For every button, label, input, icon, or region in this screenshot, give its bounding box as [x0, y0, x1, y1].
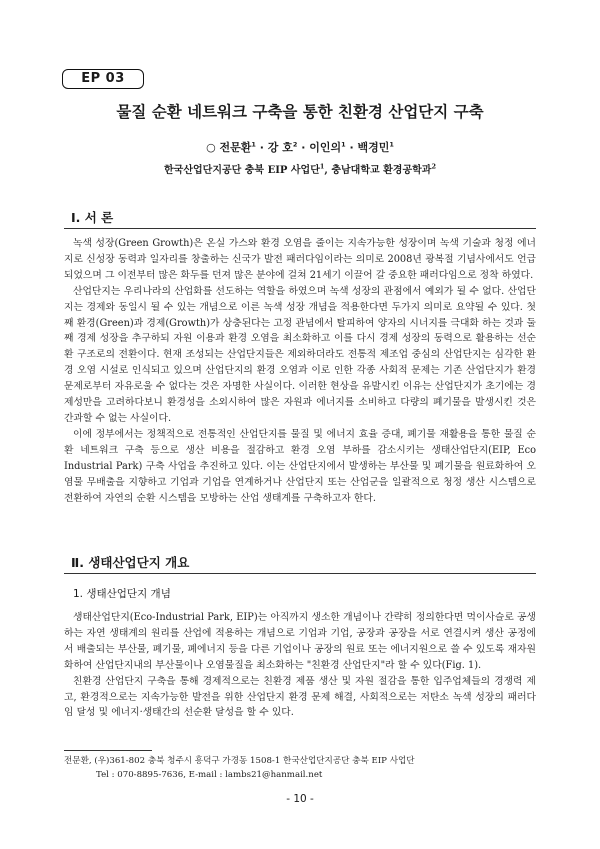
- author-4-sup: 1: [389, 140, 394, 149]
- section-1-heading: Ⅰ. 서 론: [71, 210, 114, 225]
- author-3-sup: 1: [341, 140, 346, 149]
- paragraph: 친환경 산업단지 구축을 통해 경제적으로는 친환경 제품 생산 및 자원 절감을 통한 입주업체들의 경쟁력 제고, 환경적으로는 지속가능한 발전을 위한 산업단지 환경 문제 해결, 사회적으로는 저탄소 녹색 성장의 패러다임 달성 및 에너지·생태간의 선순환 달성을 할 수 있다.: [64, 675, 536, 719]
- subsection-heading: 1. 생태산업단지 개념: [73, 588, 171, 600]
- section-1-body: [64, 236, 536, 506]
- author-separator: ·: [255, 141, 268, 154]
- affiliation-1: 한국산업단지공단 충북 EIP 사업단: [164, 165, 320, 176]
- author-1: 전문환: [219, 141, 252, 154]
- author-separator: ·: [345, 141, 358, 154]
- paragraph: 산업단지는 우리나라의 산업화를 선도하는 역할을 하였으며 녹색 성장의 관점에서 예외가 될 수 없다. 산업단지는 경제와 동일시 될 수 있는 개념으로 이른 녹색 성장 개념을 적용한다면 두가지 의미로 요약될 수 있다. 첫째 환경(Green)과 경제(Growth)가 상충된다는 고정 관념에서 탈피하여 양자의 시너지를 극대화 하는 것과 둘째 경제 성장을 추구하되 자원 이용과 환경 오염을 최소화하고 이를 다시 경제 성장의 동력으로 활용하는 선순환 구조로의 전환이다. 현재 조성되는 산업단지들은 제외하더라도 전통적 제조업 중심의 산업단지는 심각한 환경 오염 시설로 인식되고 있으며 산업단지의 환경 오염과 이로 인한 각종 사회적 문제는 기존 산업단지가 환경 문제로부터 자유로울 수 없다는 것은 자명한 사실이다. 이러한 현상을 유발시킨 이유는 산업단지가 초기에는 경제성만을 고려하다보니 환경성을 소외시하여 많은 자원과 에너지를 소비하고 다량의 폐기물을 발생시킨 것은 간과할 수 없는 사실이다.: [64, 285, 536, 424]
- author-3: 이인의: [309, 141, 342, 154]
- author-2-sup: 2: [292, 140, 298, 149]
- footnote-divider: [64, 750, 152, 751]
- section-1-divider: [64, 228, 536, 229]
- affiliation-2-sup: 2: [431, 162, 436, 171]
- paper-title: 물질 순환 네트워크 구축을 통한 친환경 산업단지 구축: [116, 103, 484, 121]
- section-2-divider: [64, 573, 536, 574]
- paragraph: 생태산업단지(Eco-Industrial Park, EIP)는 아직까지 생소한 개념이나 간략히 정의한다면 먹이사슬로 공생하는 자연 생태계의 원리를 산업에 적용하는 개념으로 기업과 기업, 공장과 공장을 서로 연결시켜 생산 공정에서 배출되는 부산물, 폐기물, 폐에너지 등을 다른 기업이나 공장의 원료 또는 에너지원으로 쓸 수 있도록 재자원화하여 산업단지내의 부산물이나 오염물질을 최소화하는 "친환경 산업단지"라 할 수 있다(Fig. 1).: [64, 612, 536, 671]
- episode-badge: EP 03: [62, 69, 144, 89]
- footnote: [64, 754, 415, 782]
- author-1-sup: 1: [251, 140, 256, 149]
- affiliation-line: [0, 161, 600, 176]
- section-2-heading: Ⅱ. 생태산업단지 개요: [71, 555, 190, 570]
- author-separator: ·: [297, 141, 310, 154]
- affiliation-1-sup: 1: [319, 162, 325, 171]
- section-2-body: [64, 610, 536, 721]
- author-bullet: ○: [206, 141, 216, 154]
- page-number: - 10 -: [286, 793, 314, 805]
- author-4: 백경민: [357, 141, 390, 154]
- affiliation-2: , 충남대학교 환경공학과: [324, 165, 432, 176]
- author-list: [0, 139, 600, 155]
- footnote-contact: Tel : 070-8895-7636, E-mail : lambs21@hanmail.net: [96, 770, 323, 780]
- paragraph: 녹색 성장(Green Growth)은 온실 가스와 환경 오염을 줄이는 지속가능한 성장이며 녹색 기술과 청정 에너지로 신성장 동력과 일자리를 창출하는 신국가 발전 패러다임이라는 의미로 2008년 광복절 기념사에서도 언급 되었으며 그 이전부터 많은 화두를 던져 많은 분야에 걸쳐 21세기 이끌어 갈 중요한 패러다임으로 정착 하였다.: [64, 238, 536, 281]
- author-2: 강 호: [267, 141, 293, 154]
- paragraph: 이에 정부에서는 정책적으로 전통적인 산업단지를 물질 및 에너지 효율 증대, 폐기물 재활용을 통한 물질 순환 네트워크 구축 등으로 생산 비용을 절감하고 환경 오염 부하를 감소시키는 생태산업단지(EIP, Eco Industrial Park) 구축 사업을 추진하고 있다. 이는 산업단지에서 발생하는 부산물 및 폐기물을 원료화하여 오염물 무배출을 지향하고 기업과 기업을 연계하거나 산업단지 또는 산업군을 일괄적으로 청정 생산 시스템으로 전환하여 자연의 순환 시스템을 모방하는 산업 생태계를 구축하고자 한다.: [64, 428, 536, 504]
- footnote-address: 전문환, (우)361-802 충북 청주시 흥덕구 가경동 1508-1 한국산업단지공단 충북 EIP 사업단: [64, 756, 415, 766]
